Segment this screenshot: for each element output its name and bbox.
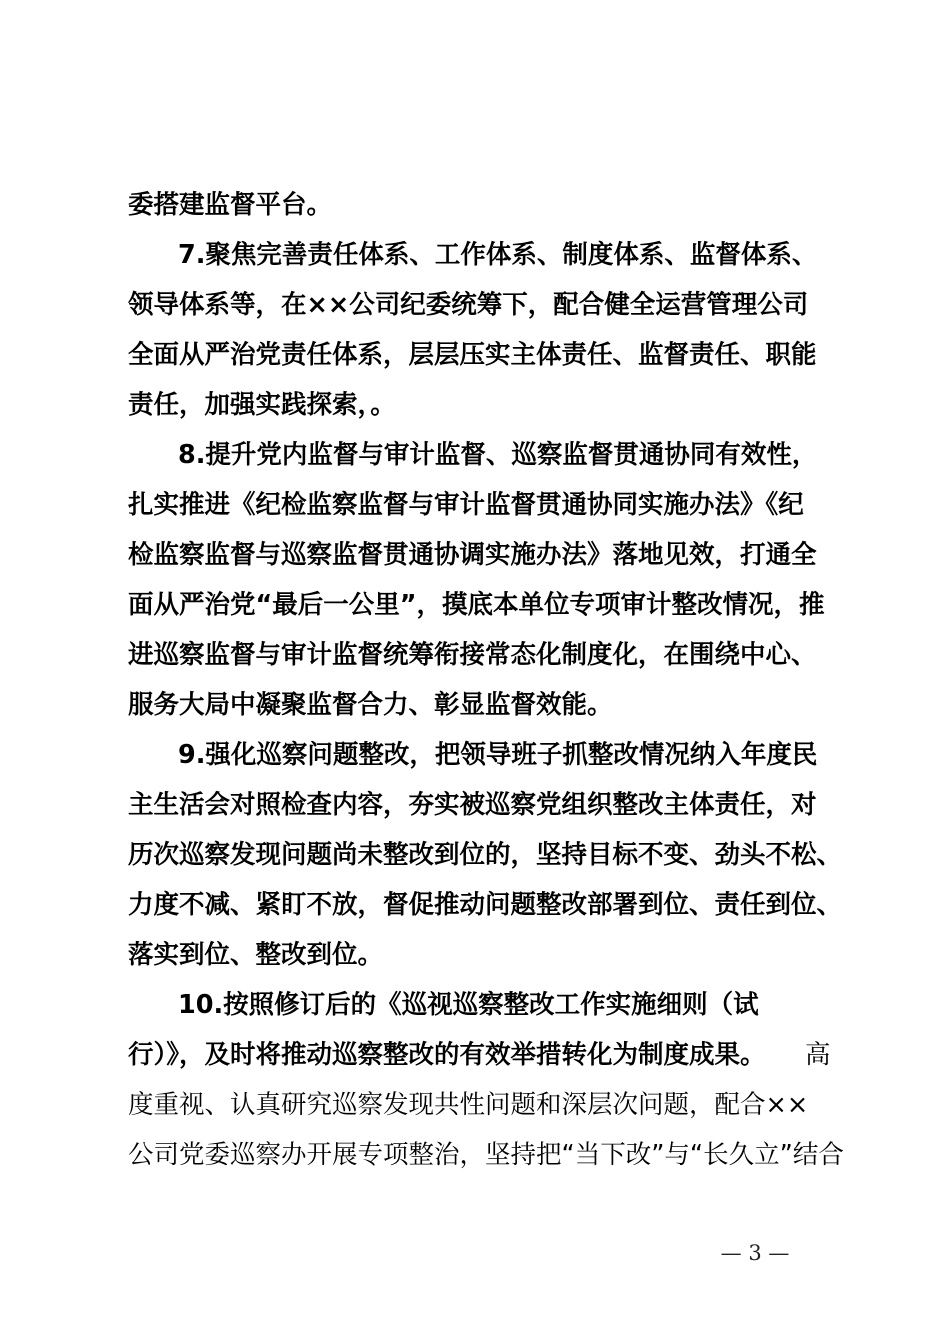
item-8-line-4: 面从严治党“最后一公里”，摸底本单位专项审计整改情况，推 xyxy=(128,590,825,620)
item-9-line-4: 力度不减、紧盯不放，督促推动问题整改部署到位、责任到位、 xyxy=(128,890,843,920)
item-8-heading-line: 8.提升党内监督与审计监督、巡察监督贯通协同有效性， xyxy=(178,440,818,470)
text-line-1: 委搭建监督平台。 xyxy=(128,190,333,220)
item-10-line-2: 行）》，及时将推动巡察整改的有效举措转化为制度成果。 xyxy=(128,1040,766,1070)
item-10-line-3: 度重视、认真研究巡察发现共性问题和深层次问题，配合×× xyxy=(128,1090,809,1120)
item-9-line-3: 历次巡察发现问题尚未整改到位的，坚持目标不变、劲头不松、 xyxy=(128,840,843,870)
item-9-line-5: 落实到位、整改到位。 xyxy=(128,940,384,970)
item-10-line-4: 公司党委巡察办开展专项整治，坚持把“当下改”与“长久立”结合 xyxy=(128,1140,844,1170)
item-8-line-5: 进巡察监督与审计监督统筹衔接常态化制度化，在围绕中心、 xyxy=(128,640,817,670)
item-8-line-3: 检监察监督与巡察监督贯通协调实施办法》落地见效，打通全 xyxy=(128,540,817,570)
item-8-line-6: 服务大局中凝聚监督合力、彰显监督效能。 xyxy=(128,690,613,720)
item-8-line-2: 扎实推进《纪检监察监督与审计监督贯通协同实施办法》《纪 xyxy=(128,490,804,520)
item-7-heading-line: 7.聚焦完善责任体系、工作体系、制度体系、监督体系、 xyxy=(178,240,818,270)
item-7-line-4: 责任，加强实践探索，。 xyxy=(128,390,396,420)
item-10-line-2-tail: 高 xyxy=(805,1040,831,1070)
item-9-heading-line: 9.强化巡察问题整改，把领导班子抓整改情况纳入年度民 xyxy=(178,740,818,770)
item-7-line-3: 全面从严治党责任体系，层层压实主体责任、监督责任、职能 xyxy=(128,340,817,370)
item-7-line-2: 领导体系等，在××公司纪委统筹下，配合健全运营管理公司 xyxy=(128,290,809,320)
page-number: — 3 — xyxy=(720,1241,790,1265)
item-9-line-2: 主生活会对照检查内容，夯实被巡察党组织整改主体责任，对 xyxy=(128,790,817,820)
item-10-heading-line: 10.按照修订后的《巡视巡察整改工作实施细则（试 xyxy=(178,990,759,1020)
